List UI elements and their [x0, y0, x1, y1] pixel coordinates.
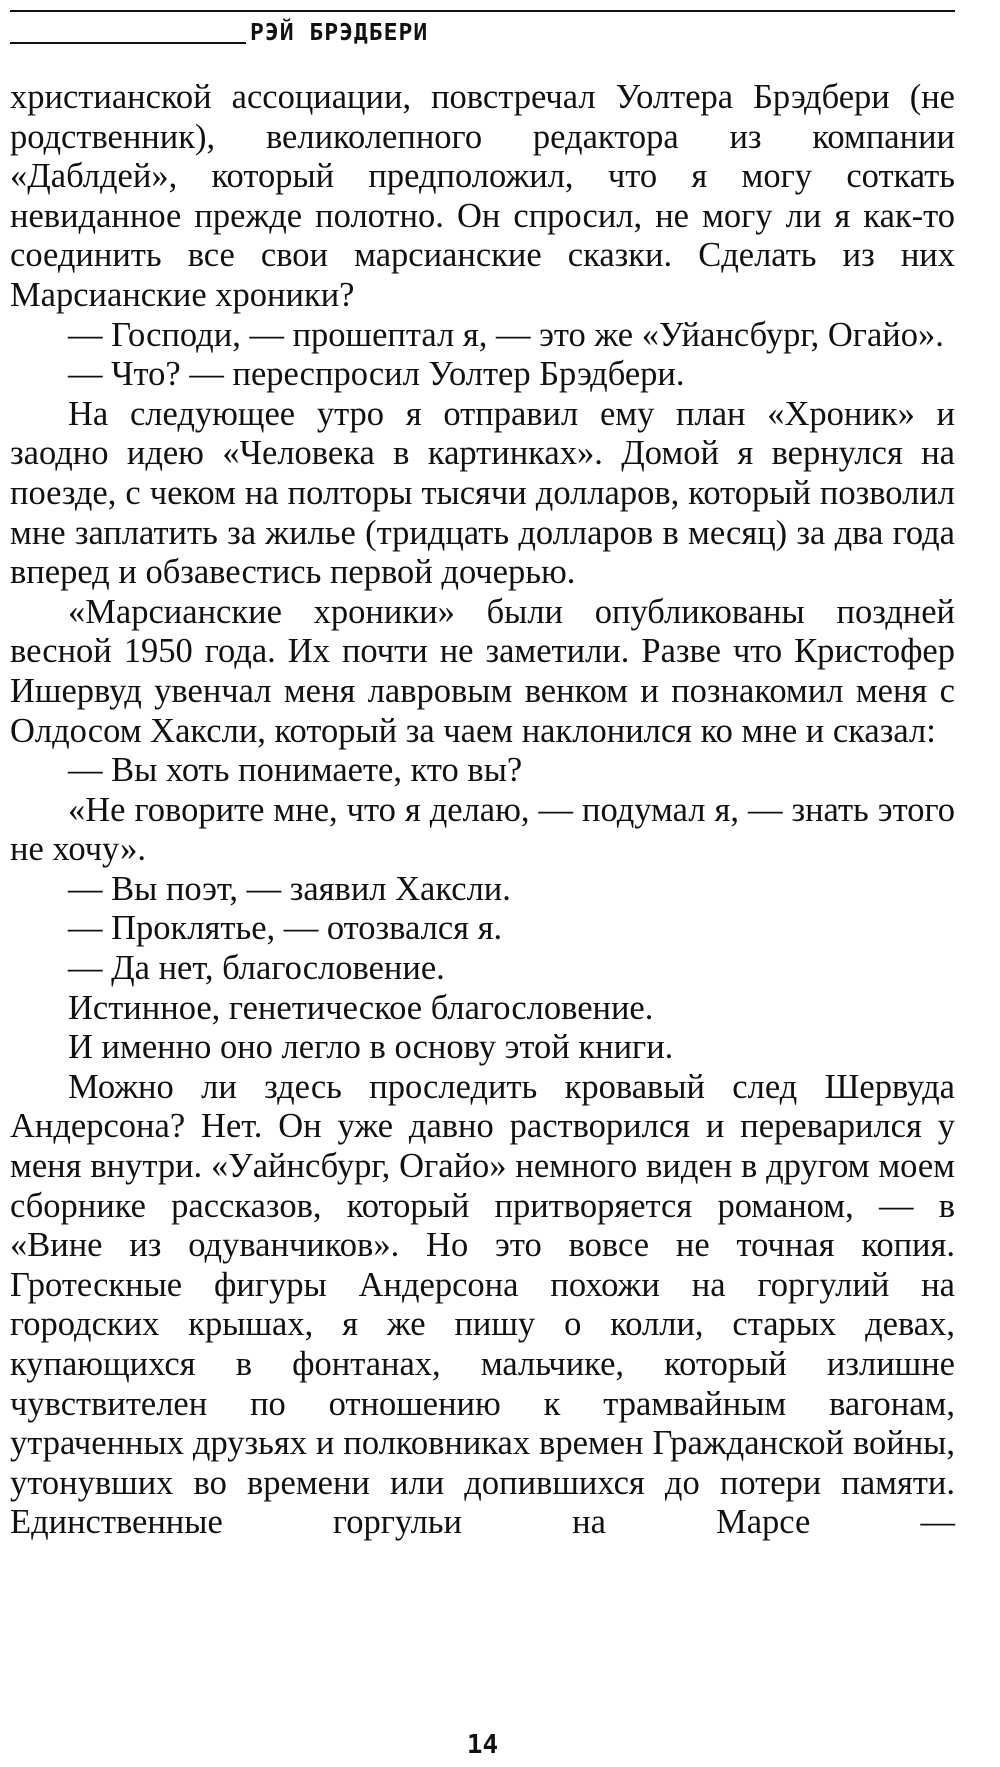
- paragraph-6: — Вы хоть понимаете, кто вы?: [68, 751, 523, 790]
- paragraph-1: христианской ассоциации, повстречал Уолтера Брэдбери (не родственник), великолепного редактора из компании «Даблдей», который предположил, что я могу соткать невиданное прежде полотно. Он спросил, не могу ли я как-то соединить все свои марсианские сказки. Сделать из них Марсианские хроники?: [10, 78, 955, 314]
- paragraph-8: — Вы поэт, — заявил Хаксли.: [68, 869, 511, 908]
- paragraph-12: И именно оно легло в основу этой книги.: [68, 1028, 674, 1067]
- paragraph-3: — Что? — переспросил Уолтер Брэдбери.: [68, 355, 685, 394]
- top-rule: [10, 10, 955, 12]
- paragraph-10: — Да нет, благословение.: [68, 949, 445, 988]
- paragraph-13: Можно ли здесь проследить кровавый след Шервуда Андерсона? Нет. Он уже давно растворился и переварился у меня внутри. «Уайнсбург, Огайо» немного виден в другом моем сборнике рассказов, который притворяется романом, — в «Вине из одуванчиков». Но это вовсе не точная копия. Гротескные фигуры Андерсона похожи на горгулий на городских крышах, я же пишу о колли, старых девах, купающихся в фонтанах, мальчике, который излишне чувствителен по отношению к трамвайным вагонам, утраченных друзьях и полковниках времен Гражданской войны, утонувших во времени или допившихся до потери памяти. Единственные горгульи на Марсе —: [10, 1067, 955, 1542]
- body-text: [10, 78, 955, 1543]
- paragraph-9: — Проклятье, — отозвался я.: [68, 909, 503, 948]
- running-head-rule: [10, 42, 246, 44]
- paragraph-4: На следующее утро я отправил ему план «Хроник» и заодно идею «Человека в картинках». Домой я вернулся на поезде, с чеком на полторы тысячи долларов, который позволил мне заплатить за жилье (тридцать долларов в месяц) за два года вперед и обзавестись первой дочерью.: [10, 394, 955, 592]
- running-head: [10, 16, 955, 56]
- paragraph-5: «Марсианские хроники» были опубликованы поздней весной 1950 года. Их почти не заметили. Разве что Кристофер Ишервуд увенчал меня лавровым венком и познакомил меня с Олдосом Хаксли, который за чаем наклонился ко мне и сказал:: [10, 592, 955, 750]
- book-page: [10, 0, 955, 1767]
- paragraph-2: — Господи, — прошептал я, — это же «Уйансбург, Огайо».: [68, 315, 944, 354]
- paragraph-7: «Не говорите мне, что я делаю, — подумал я, — знать этого не хочу».: [10, 790, 955, 869]
- paragraph-11: Истинное, генетическое благословение.: [68, 988, 654, 1027]
- running-head-title: РЭЙ БРЭДБЕРИ: [250, 20, 429, 46]
- page-number: 14: [466, 1730, 499, 1760]
